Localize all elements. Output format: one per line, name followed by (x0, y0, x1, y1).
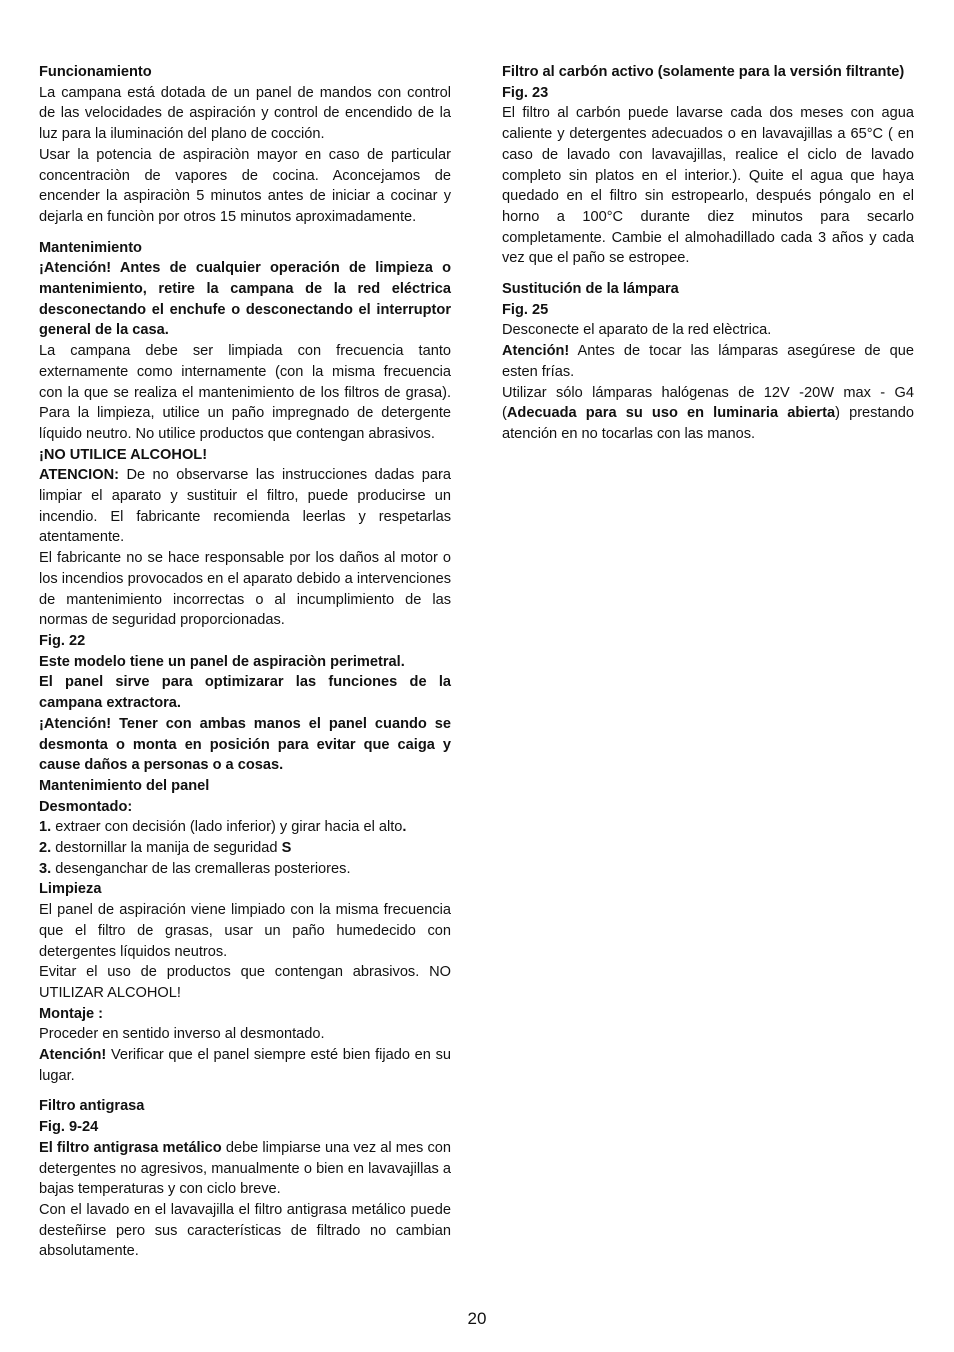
section-title-lampara: Sustitución de la lámpara (502, 281, 679, 298)
section-title-funcionamiento: Funcionamiento (39, 64, 152, 80)
figure-reference: Fig. 23 (502, 84, 549, 101)
list-item: 2. destornillar la manija de seguridad S (39, 840, 292, 857)
subsection-title: Limpieza (39, 881, 102, 898)
paragraph: Evitar el uso de productos que contengan abrasivos. NO UTILIZAR ALCOHOL! (39, 964, 451, 1001)
paragraph: El fabricante no se hace responsable por los daños al motor o los incendios provocados en el aparato debido a intervenciones de mantenimiento incorrectas o al incumplimiento de las normas de seguridad proporcionadas. (39, 550, 451, 629)
no-alcohol-warning: ¡NO UTILICE ALCOHOL! (39, 446, 208, 463)
paragraph (39, 465, 451, 548)
paragraph: El panel de aspiración viene limpiado con la misma frecuencia que el filtro de grasas, usar un paño humedecido con detergentes líquidos neutros. (39, 902, 451, 960)
warning-text: ¡Atención! Tener con ambas manos el panel cuando se desmonta o monta en posición para evitar que caiga y cause daños a personas o a cosas. (39, 715, 451, 774)
paragraph: Desconecte el aparato de la red elèctrica. (502, 322, 772, 339)
paragraph: El filtro antigrasa metálico debe limpiarse una vez al mes con detergentes no agresivos, manualmente o bien en lavavajillas a bajas temperaturas y con ciclo breve. (39, 1139, 451, 1198)
subsection-title: Mantenimiento del panel (39, 777, 210, 794)
paragraph: Utilizar sólo lámparas halógenas de 12V -20W max - G4 (Adecuada para su uso en luminaria abierta) prestando atención en no tocarlas con las manos. (502, 384, 914, 442)
page-number: 20 (467, 1309, 487, 1328)
paragraph: Atención! Verificar que el panel siempre esté bien fijado en su lugar. (39, 1047, 451, 1084)
paragraph: Proceder en sentido inverso al desmontado. (39, 1026, 325, 1043)
list-item: 3. desenganchar de las cremalleras posteriores. (39, 860, 351, 877)
page-number-container (0, 1309, 954, 1329)
paragraph: Usar la potencia de aspiraciòn mayor en caso de particular concentraciòn de vapores de cocina. Aconcejamos de encender la aspiraciòn 5 minutos antes de iniciar a cocinar y dejarla en funciòn por otros 15 minutos aproximadamente. (39, 146, 451, 225)
right-column (502, 62, 914, 445)
paragraph-bold: El panel sirve para optimizarar las funciones de la campana extractora. (39, 674, 451, 712)
paragraph-bold: Este modelo tiene un panel de aspiraciòn perimetral. (39, 653, 405, 670)
atencion-text: De no observarse las instrucciones dadas para limpiar el aparato y sustituir el filtro, puede producirse un incendio. El fabricante recomienda leerlas y respetarlas atentamente. (39, 467, 451, 546)
atencion-label: ATENCION: (39, 467, 119, 484)
subsection-title: Desmontado: (39, 798, 133, 815)
figure-reference: Fig. 25 (502, 301, 549, 318)
figure-reference: Fig. 22 (39, 632, 86, 649)
subsection-title: Montaje : (39, 1005, 104, 1022)
paragraph: Con el lavado en el lavavajilla el filtro antigrasa metálico puede desteñirse pero sus características de filtrado no cambian absolutamente. (39, 1201, 451, 1260)
list-item: 1. extraer con decisión (lado inferior) y girar hacia el alto. (39, 819, 407, 836)
paragraph: La campana está dotada de un panel de mandos con control de las velocidades de aspiración y control de encendido de la luz para la iluminación del plano de cocción. (39, 84, 451, 143)
paragraph: Atención! Antes de tocar las lámparas asegúrese de que esten frías. (502, 343, 914, 380)
paragraph: El filtro al carbón puede lavarse cada dos meses con agua caliente y detergentes adecuados o en lavavajillas a 65°C ( en caso de lavado con lavavajillas, realice el ciclo de lavado completo sin platos en el interior.). Quite el agua que haya quedado en el filtro sin estropearlo, después póngalo en el horno a 100°C durante diez minutos para secarlo completamente. Cambie el almohadillado cada 3 años y cada vez que el paño se estropee. (502, 105, 914, 267)
figure-reference: Fig. 9-24 (39, 1119, 99, 1136)
left-column (39, 62, 451, 1262)
section-title-mantenimiento: Mantenimiento (39, 239, 142, 256)
warning-text: ¡Atención! Antes de cualquier operación de limpieza o mantenimiento, retire la campana de la red eléctrica desconectando el enchufe o desconectando el interruptor general de la casa. (39, 260, 451, 339)
paragraph: La campana debe ser limpiada con frecuencia tanto externamente como internamente (con la misma frecuencia con la que se realiza el mantenimiento de los filtros de grasa). Para la limpieza, utilice un paño impregnado de detergente líquido neutro. No utilice productos que contengan abrasivos. (39, 343, 451, 442)
section-title-filtro-antigrasa: Filtro antigrasa (39, 1098, 145, 1115)
section-title-filtro-carbon: Filtro al carbón activo (solamente para la versión filtrante) (502, 64, 905, 80)
